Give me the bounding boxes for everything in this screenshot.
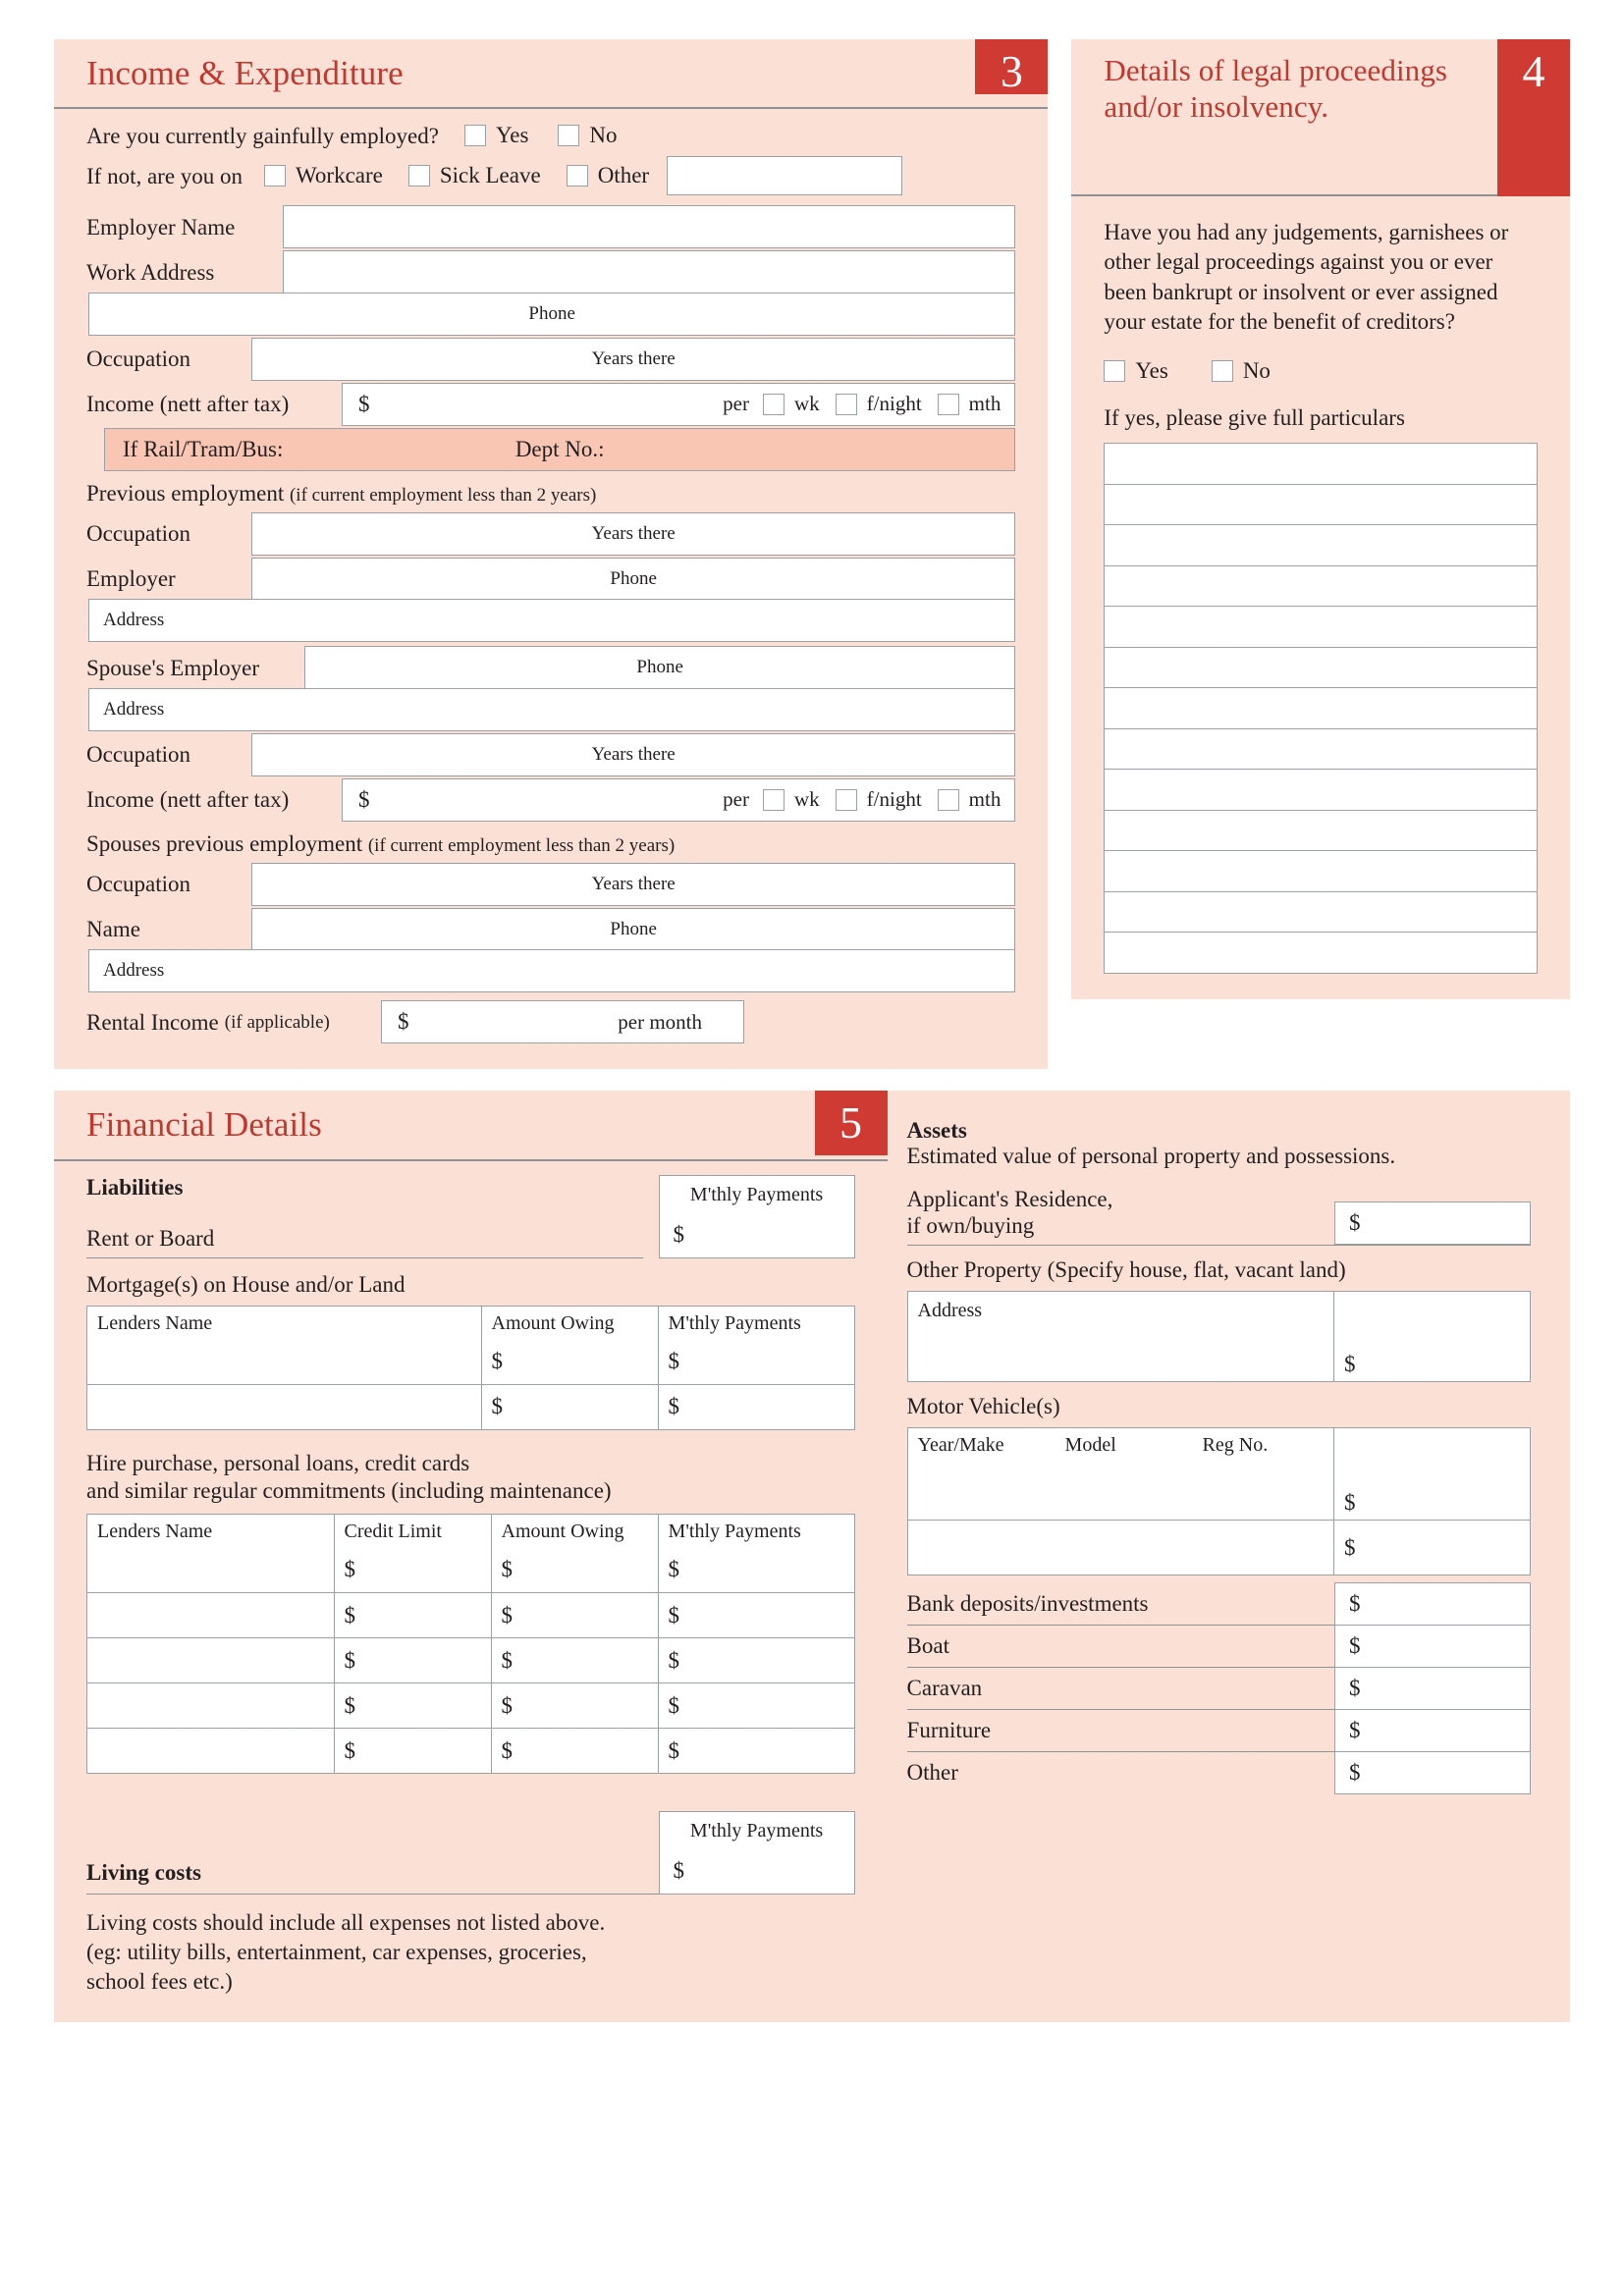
panel4-particulars-lines[interactable]	[1104, 443, 1538, 974]
spouse-employer-row	[86, 646, 1015, 689]
hire-cell[interactable]: $	[334, 1638, 491, 1683]
spouse-income-mth-option[interactable]	[938, 787, 1001, 812]
prev-employer-label: Employer	[86, 566, 176, 592]
asset-row	[907, 1625, 1531, 1667]
spouse-prev-years-there-label: Years there	[591, 873, 676, 894]
living-costs-note-line1: Living costs should include all expenses not listed above.	[86, 1910, 606, 1936]
mortgage-table[interactable]	[86, 1306, 855, 1430]
applicant-residence-dollar-sign: $	[1349, 1210, 1361, 1236]
particulars-line[interactable]	[1104, 647, 1538, 689]
asset-row-dollar-sign: $	[1349, 1591, 1361, 1617]
legal-no-option[interactable]	[1212, 358, 1271, 384]
particulars-line[interactable]	[1104, 484, 1538, 526]
mortgage-cell[interactable]: $	[658, 1384, 854, 1429]
applicant-residence-amount-input[interactable]	[1334, 1201, 1531, 1245]
work-address-row	[86, 250, 1015, 294]
occupation-input[interactable]	[251, 338, 1015, 381]
spouse-occupation-label: Occupation	[86, 742, 191, 768]
asset-row-dollar-sign: $	[1349, 1718, 1361, 1743]
spouse-occupation-row	[86, 733, 1015, 776]
hire-purchase-line2: and similar regular commitments (including maintenance)	[86, 1478, 612, 1504]
spouse-income-fnight-label: f/night	[866, 787, 922, 812]
living-costs-note	[86, 1908, 855, 1997]
spouse-occupation-input[interactable]	[251, 733, 1015, 776]
spouse-prev-occupation-label: Occupation	[86, 872, 191, 897]
vehicle-amount-cell[interactable]: $	[1334, 1521, 1531, 1575]
previous-employment-label: Previous employment	[86, 480, 285, 506]
income-fnight-label: f/night	[866, 392, 922, 416]
spouse-prev-occupation-input[interactable]	[251, 863, 1015, 906]
hire-purchase-line1: Hire purchase, personal loans, credit cards	[86, 1450, 470, 1475]
income-amount-input[interactable]	[342, 383, 1015, 426]
mortgage-cell[interactable]: $	[658, 1339, 854, 1384]
hire-col-header: Credit Limit	[334, 1515, 491, 1548]
hire-cell[interactable]	[87, 1638, 335, 1683]
hire-cell[interactable]	[87, 1729, 335, 1774]
checkbox-icon-spouse-wk[interactable]	[763, 789, 785, 811]
asset-row-label: Bank deposits/investments	[906, 1591, 1149, 1617]
income-wk-label: wk	[794, 392, 820, 416]
income-mth-option[interactable]	[938, 392, 1001, 416]
asset-row-amount-input[interactable]	[1334, 1751, 1531, 1794]
legal-yes-option[interactable]	[1104, 358, 1167, 384]
table-row[interactable]	[907, 1462, 1530, 1521]
applicant-residence-line2: if own/buying	[906, 1212, 1035, 1238]
spouse-income-row	[86, 778, 1015, 822]
spouse-income-input[interactable]	[342, 778, 1015, 822]
table-row[interactable]	[907, 1521, 1530, 1575]
living-costs-note-line3: school fees etc.)	[86, 1968, 233, 1994]
particulars-line[interactable]	[1104, 606, 1538, 648]
rental-income-row	[86, 1000, 1015, 1043]
spouse-prev-name-input[interactable]	[251, 908, 1015, 951]
checkbox-icon-income-mth[interactable]	[938, 394, 959, 415]
hire-cell[interactable]: $	[491, 1638, 658, 1683]
spouse-prev-address-row	[86, 949, 1015, 992]
spouse-previous-note: (if current employment less than 2 years)	[367, 834, 676, 856]
workcare-option[interactable]	[264, 163, 383, 188]
prev-address-label: Address	[103, 610, 165, 631]
particulars-line[interactable]	[1104, 932, 1538, 974]
panel-income-expenditure	[54, 39, 1048, 1069]
years-there-label: Years there	[591, 347, 676, 369]
employer-name-row	[86, 205, 1015, 248]
mortgage-cell[interactable]	[87, 1339, 482, 1384]
phone-label: Phone	[528, 302, 575, 324]
hire-cell[interactable]: $	[658, 1683, 854, 1729]
hire-cell[interactable]: $	[334, 1593, 491, 1638]
panel-legal-proceedings	[1071, 39, 1570, 999]
income-fnight-option[interactable]	[836, 392, 922, 416]
spouse-income-fnight-option[interactable]	[836, 787, 922, 812]
asset-row	[907, 1751, 1531, 1793]
panel3-body	[54, 109, 1048, 1069]
prev-years-there-label: Years there	[591, 522, 676, 544]
liabilities-heading: Liabilities	[86, 1174, 184, 1200]
income-label: Income (nett after tax)	[86, 392, 290, 417]
vehicle-amount-header-cell	[1334, 1428, 1531, 1462]
checkbox-icon-employed-no[interactable]	[558, 125, 579, 146]
prev-occupation-row	[86, 512, 1015, 556]
rent-mthly-payment-input[interactable]	[659, 1175, 855, 1258]
particulars-line[interactable]	[1104, 524, 1538, 566]
panel4-title: Details of legal proceedings and/or insolvency.	[1104, 53, 1448, 124]
employed-no-label: No	[589, 123, 618, 148]
rental-per-month-label: per month	[618, 1009, 702, 1034]
particulars-line[interactable]	[1104, 850, 1538, 892]
assets-simple-rows	[907, 1583, 1531, 1793]
asset-row-amount-input[interactable]	[1334, 1625, 1531, 1668]
spouse-address-input[interactable]	[88, 688, 1015, 731]
table-header-row	[87, 1515, 855, 1548]
panel3-title: Income & Expenditure	[86, 54, 404, 92]
top-panels-row	[54, 39, 1570, 1069]
rent-mthly-caption: M'thly Payments	[689, 1183, 824, 1205]
panel5-title: Financial Details	[86, 1105, 322, 1145]
living-costs-block	[86, 1811, 855, 1895]
mortgage-label: Mortgage(s) on House and/or Land	[86, 1271, 406, 1297]
rental-income-dollar-sign: $	[398, 1009, 409, 1035]
mortgage-cell[interactable]: $	[481, 1384, 658, 1429]
asset-row-label: Furniture	[906, 1718, 992, 1743]
applicant-residence-label	[907, 1187, 1334, 1245]
hire-cell[interactable]	[87, 1548, 335, 1593]
panel3-number-badge: 3	[975, 39, 1048, 94]
rental-income-label-wrap	[86, 1000, 381, 1043]
spouse-years-there-label: Years there	[591, 743, 676, 765]
living-costs-mthly-caption: M'thly Payments	[689, 1820, 824, 1842]
asset-row-amount-input[interactable]	[1334, 1582, 1531, 1626]
rent-dollar-sign: $	[673, 1221, 685, 1247]
living-costs-mthly-input[interactable]	[659, 1811, 855, 1895]
hire-cell[interactable]	[87, 1593, 335, 1638]
legal-yes-label: Yes	[1135, 358, 1168, 384]
checkbox-icon-workcare[interactable]	[264, 165, 286, 187]
hire-cell[interactable]: $	[334, 1729, 491, 1774]
hire-col-header: M'thly Payments	[658, 1515, 854, 1548]
vehicle-headers-cell	[907, 1428, 1333, 1462]
prev-employer-row	[86, 558, 1015, 601]
hire-cell[interactable]: $	[491, 1593, 658, 1638]
spouse-employer-label: Spouse's Employer	[86, 655, 259, 680]
table-row[interactable]	[87, 1729, 855, 1774]
workcare-label: Workcare	[296, 163, 383, 188]
vehicle-year-make-header: Year/Make	[917, 1434, 1004, 1457]
prev-address-input[interactable]	[88, 599, 1015, 642]
spouse-address-label: Address	[103, 698, 165, 720]
prev-employer-input[interactable]	[251, 558, 1015, 601]
liabilities-block	[86, 1175, 855, 1258]
living-costs-left	[86, 1860, 659, 1895]
work-address-label: Work Address	[86, 259, 215, 285]
other-property-address-cell[interactable]	[907, 1292, 1333, 1382]
dept-no-label: Dept No.:	[514, 436, 605, 461]
asset-row	[907, 1709, 1531, 1751]
employed-no-option[interactable]	[558, 123, 617, 148]
asset-row-label: Other	[906, 1760, 958, 1786]
employer-name-input[interactable]	[283, 205, 1015, 248]
rail-tram-bus-row[interactable]	[104, 428, 1015, 471]
asset-row-amount-input[interactable]	[1334, 1667, 1531, 1710]
checkbox-icon-other[interactable]	[567, 165, 588, 187]
hire-purchase-table[interactable]	[86, 1514, 855, 1774]
previous-employment-heading	[86, 481, 1015, 507]
income-per-label: per	[723, 392, 749, 416]
other-property-dollar-sign: $	[1344, 1352, 1356, 1377]
hire-cell[interactable]	[87, 1683, 335, 1729]
asset-row-dollar-sign: $	[1349, 1633, 1361, 1659]
particulars-line[interactable]	[1104, 891, 1538, 934]
checkbox-icon-legal-yes[interactable]	[1104, 360, 1125, 382]
panel5-header	[54, 1091, 888, 1160]
prev-employer-phone-label: Phone	[610, 567, 657, 589]
sick-leave-label: Sick Leave	[439, 163, 541, 188]
vehicle-detail-cell[interactable]	[907, 1521, 1333, 1575]
panel3-header	[54, 39, 1048, 109]
assets-subheading: Estimated value of personal property and possessions.	[906, 1144, 1396, 1169]
particulars-line[interactable]	[1104, 687, 1538, 729]
living-costs-dollar-sign: $	[673, 1858, 685, 1884]
table-row[interactable]	[87, 1384, 855, 1429]
rental-income-input[interactable]	[381, 1000, 744, 1043]
employed-yes-label: Yes	[495, 123, 529, 148]
income-mth-label: mth	[968, 392, 1001, 416]
hire-col-header: Amount Owing	[491, 1515, 658, 1548]
hire-cell[interactable]: $	[658, 1548, 854, 1593]
spouse-income-dollar-sign: $	[358, 786, 370, 812]
bottom-panels-row	[54, 1091, 1570, 2021]
rental-income-label: Rental Income	[86, 1009, 219, 1035]
employer-name-label: Employer Name	[86, 214, 236, 240]
asset-row-amount-input[interactable]	[1334, 1709, 1531, 1752]
work-address-phone-row	[86, 293, 1015, 336]
living-costs-note-line2: (eg: utility bills, entertainment, car expenses, groceries,	[86, 1939, 587, 1964]
other-property-table[interactable]	[907, 1291, 1531, 1382]
particulars-line[interactable]	[1104, 769, 1538, 811]
checkbox-icon-employed-yes[interactable]	[464, 125, 486, 146]
spouse-income-label: Income (nett after tax)	[86, 787, 290, 813]
mortgage-cell[interactable]: $	[481, 1339, 658, 1384]
ifnot-row	[86, 156, 1015, 195]
rental-income-note: (if applicable)	[224, 1011, 330, 1033]
vehicle-model-header: Model	[1064, 1434, 1116, 1457]
panel4-number-badge: 4	[1497, 39, 1570, 196]
asset-row-label: Caravan	[906, 1676, 983, 1701]
table-row[interactable]	[87, 1548, 855, 1593]
vehicle-amount-cell[interactable]: $	[1334, 1462, 1531, 1521]
spouse-income-wk-label: wk	[794, 787, 820, 812]
other-label: Other	[597, 163, 650, 188]
ifnot-label: If not, are you on	[86, 163, 244, 188]
spouse-prev-name-label: Name	[86, 917, 140, 942]
asset-row-label: Boat	[906, 1633, 949, 1659]
assets-heading: Assets	[906, 1118, 967, 1144]
income-wk-option[interactable]	[763, 392, 820, 416]
particulars-line[interactable]	[1104, 565, 1538, 608]
spouse-income-per-label: per	[723, 787, 749, 812]
spouse-prev-name-row	[86, 908, 1015, 951]
panel-financial-details	[54, 1091, 888, 2021]
hire-col-header: Lenders Name	[87, 1515, 335, 1548]
table-row[interactable]	[87, 1683, 855, 1729]
spouse-previous-label: Spouses previous employment	[86, 830, 363, 856]
asset-row	[907, 1667, 1531, 1709]
other-property-label: Other Property (Specify house, flat, vacant land)	[906, 1257, 1346, 1283]
assets-section	[888, 1091, 1570, 2021]
hire-cell[interactable]: $	[491, 1729, 658, 1774]
employed-yes-option[interactable]	[464, 123, 528, 148]
spouse-employer-input[interactable]	[304, 646, 1015, 689]
legal-no-label: No	[1242, 358, 1271, 384]
table-row[interactable]	[87, 1593, 855, 1638]
panel5-number-badge: 5	[815, 1091, 888, 1155]
panel4-yesno-row	[1104, 358, 1538, 384]
motor-vehicles-label: Motor Vehicle(s)	[906, 1394, 1060, 1419]
hire-cell[interactable]: $	[334, 1548, 491, 1593]
mortgage-col-header: Amount Owing	[481, 1306, 658, 1339]
spouse-prev-phone-label: Phone	[610, 918, 657, 939]
spouse-previous-heading	[86, 831, 1015, 857]
previous-employment-note: (if current employment less than 2 years)	[289, 484, 597, 506]
checkbox-icon-income-fnight[interactable]	[836, 394, 857, 415]
spouse-prev-address-label: Address	[103, 960, 165, 982]
table-row[interactable]	[87, 1638, 855, 1683]
panel4-particulars-label: If yes, please give full particulars	[1104, 405, 1405, 431]
rail-tram-bus-label: If Rail/Tram/Bus:	[123, 436, 284, 461]
other-property-address-label: Address	[917, 1300, 983, 1322]
asset-row-dollar-sign: $	[1349, 1676, 1361, 1701]
hire-cell[interactable]: $	[658, 1593, 854, 1638]
living-costs-heading: Living costs	[86, 1860, 201, 1886]
mortgage-col-header: M'thly Payments	[658, 1306, 854, 1339]
asset-row	[907, 1583, 1531, 1625]
work-address-input[interactable]	[283, 250, 1015, 294]
checkbox-icon-sick-leave[interactable]	[408, 165, 430, 187]
hire-cell[interactable]: $	[491, 1548, 658, 1593]
sick-leave-option[interactable]	[408, 163, 541, 188]
particulars-line[interactable]	[1104, 728, 1538, 771]
other-property-amount-cell[interactable]	[1334, 1292, 1531, 1382]
particulars-line[interactable]	[1104, 810, 1538, 852]
panel5-body	[54, 1161, 888, 2022]
occupation-label: Occupation	[86, 347, 191, 372]
spouse-employer-phone-label: Phone	[636, 657, 683, 678]
checkbox-icon-spouse-mth[interactable]	[938, 789, 959, 811]
prev-occupation-label: Occupation	[86, 521, 191, 547]
liabilities-left	[86, 1175, 659, 1258]
motor-vehicle-table[interactable]	[907, 1427, 1531, 1575]
occupation-row	[86, 338, 1015, 381]
other-detail-input[interactable]	[667, 156, 902, 195]
table-row[interactable]	[87, 1339, 855, 1384]
table-header-row	[907, 1428, 1530, 1462]
income-row	[86, 383, 1015, 426]
panel4-header	[1071, 39, 1570, 196]
panel4-question: Have you had any judgements, garnishees or other legal proceedings against you or ever been bankrupt or insolvent or ever assigned your estate for the benefit of creditors?	[1104, 220, 1509, 335]
hire-cell[interactable]: $	[658, 1638, 854, 1683]
applicant-residence-line1: Applicant's Residence,	[906, 1187, 1113, 1212]
spouse-income-wk-option[interactable]	[763, 787, 820, 812]
checkbox-icon-legal-no[interactable]	[1212, 360, 1233, 382]
vehicle-regno-header: Reg No.	[1202, 1434, 1269, 1457]
rent-or-board-label: Rent or Board	[86, 1226, 643, 1258]
hire-cell[interactable]: $	[334, 1683, 491, 1729]
vehicle-detail-cell[interactable]	[907, 1462, 1333, 1521]
work-address-line2-input[interactable]	[88, 293, 1015, 336]
spouse-address-row	[86, 688, 1015, 731]
employed-question-row	[86, 123, 1015, 148]
panel4-body	[1071, 196, 1570, 999]
spouse-prev-occupation-row	[86, 863, 1015, 906]
applicant-residence-row	[907, 1187, 1531, 1246]
hire-cell[interactable]: $	[491, 1683, 658, 1729]
spouse-income-mth-label: mth	[968, 787, 1001, 812]
employed-question-label: Are you currently gainfully employed?	[86, 123, 439, 148]
other-option[interactable]	[567, 163, 649, 188]
spouse-prev-address-input[interactable]	[88, 949, 1015, 992]
mortgage-cell[interactable]	[87, 1384, 482, 1429]
hire-cell[interactable]: $	[658, 1729, 854, 1774]
income-dollar-sign: $	[358, 391, 370, 416]
particulars-line[interactable]	[1104, 443, 1538, 485]
checkbox-icon-income-wk[interactable]	[763, 394, 785, 415]
hire-purchase-heading	[86, 1450, 855, 1507]
asset-row-dollar-sign: $	[1349, 1760, 1361, 1786]
prev-occupation-input[interactable]	[251, 512, 1015, 556]
table-header-row	[87, 1306, 855, 1339]
table-row[interactable]	[907, 1292, 1530, 1382]
mortgage-col-header: Lenders Name	[87, 1306, 482, 1339]
prev-address-row	[86, 599, 1015, 642]
checkbox-icon-spouse-fnight[interactable]	[836, 789, 857, 811]
